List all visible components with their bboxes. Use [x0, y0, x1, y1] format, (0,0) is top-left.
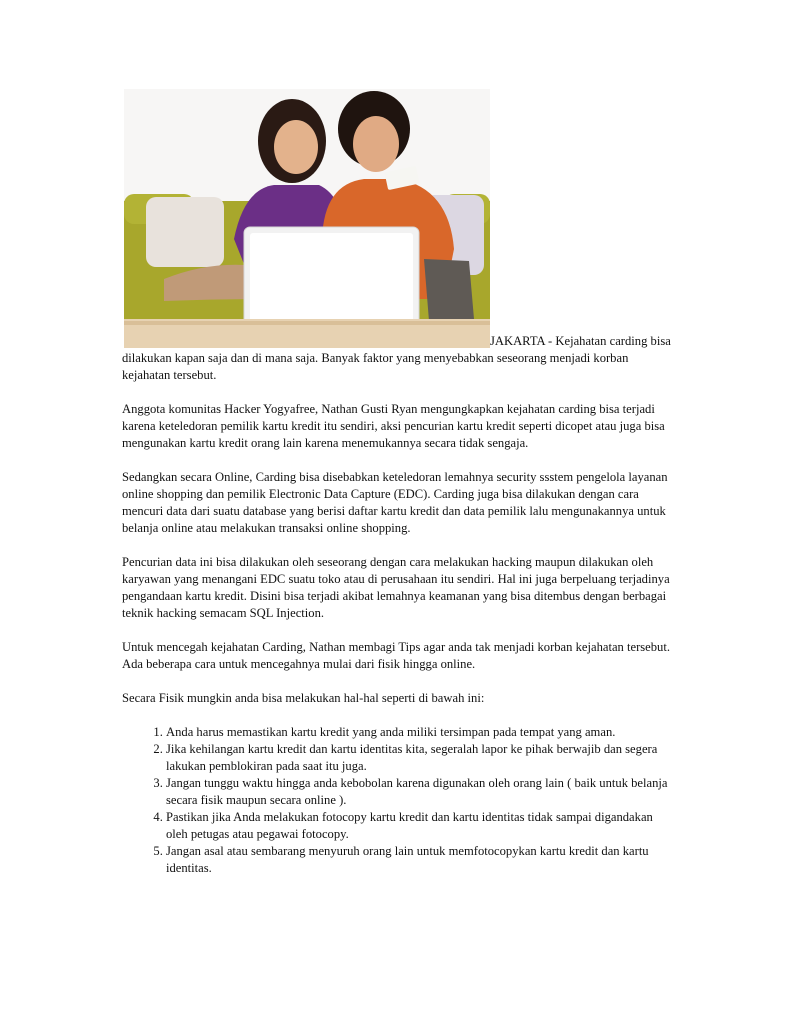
lead-paragraph — [122, 333, 677, 384]
list-item: 5. Jangan asal atau sembarang menyuruh orang lain untuk memfotocopykan kartu kredit dan kartu identitas. — [166, 843, 677, 877]
paragraph-3: Pencurian data ini bisa dilakukan oleh seseorang dengan cara melakukan hacking maupun dilakukan oleh karyawan yang menangani EDC suatu toko atau di perusahaan itu sendiri. Hal ini juga berpeluang terjadinya pengandaan kartu kredit. Disini bisa terjadi akibat lemahnya keamanan yang bisa ditembus dengan berbagai teknik hacking semacam SQL Injection. — [122, 555, 670, 620]
list-item: 4. Pastikan jika Anda melakukan fotocopy kartu kredit dan kartu identitas tidak sampai digandakan oleh petugas atau pegawai fotocopy. — [166, 809, 677, 843]
article-body — [122, 333, 677, 877]
list-item: 3. Jangan tunggu waktu hingga anda kebobolan karena digunakan oleh orang lain ( baik untuk belanja secara fisik maupun secara online ). — [166, 775, 677, 809]
paragraph-1: Anggota komunitas Hacker Yogyafree, Nathan Gusti Ryan mengungkapkan kejahatan carding bisa terjadi karena keteledoran pemilik kartu kredit itu sendiri, aksi pencurian kartu kredit seperti dicopet atau juga bisa mengunakan kartu kredit orang lain karena menemukannya secara tidak sengaja. — [122, 402, 665, 450]
paragraph-5: Secara Fisik mungkin anda bisa melakukan hal-hal seperti di bawah ini: — [122, 691, 485, 705]
paragraph-2: Sedangkan secara Online, Carding bisa disebabkan keteledoran lemahnya security ssstem pengelola layanan online shopping dan pemilik Electronic Data Capture (EDC). Carding juga bisa dilakukan dengan cara mencuri data dari suatu database yang berisi daftar kartu kredit dan data pemilik lalu mengunakannya untuk belanja online atau melakukan transaksi online shopping. — [122, 470, 668, 535]
lead-text: carding bisa dilakukan kapan saja dan di mana saja. Banyak faktor yang menyebabkan seseorang menjadi korban kejahatan tersebut. — [122, 334, 671, 382]
list-item: 2. Jika kehilangan kartu kredit dan kartu identitas kita, segeralah lapor ke pihak berwajib dan segera lakukan pemblokiran pada saat itu juga. — [166, 741, 677, 775]
couple-laptop-photo — [124, 89, 490, 348]
dateline: JAKARTA - Kejahatan — [490, 334, 607, 348]
image-inline-gap — [122, 344, 490, 345]
list-item: 1. Anda harus memastikan kartu kredit yang anda miliki tersimpan pada tempat yang aman. — [166, 724, 677, 741]
paragraph-4: Untuk mencegah kejahatan Carding, Nathan membagi Tips agar anda tak menjadi korban kejahatan tersebut. Ada beberapa cara untuk mencegahnya mulai dari fisik hingga online. — [122, 640, 671, 671]
tips-list — [122, 724, 677, 877]
